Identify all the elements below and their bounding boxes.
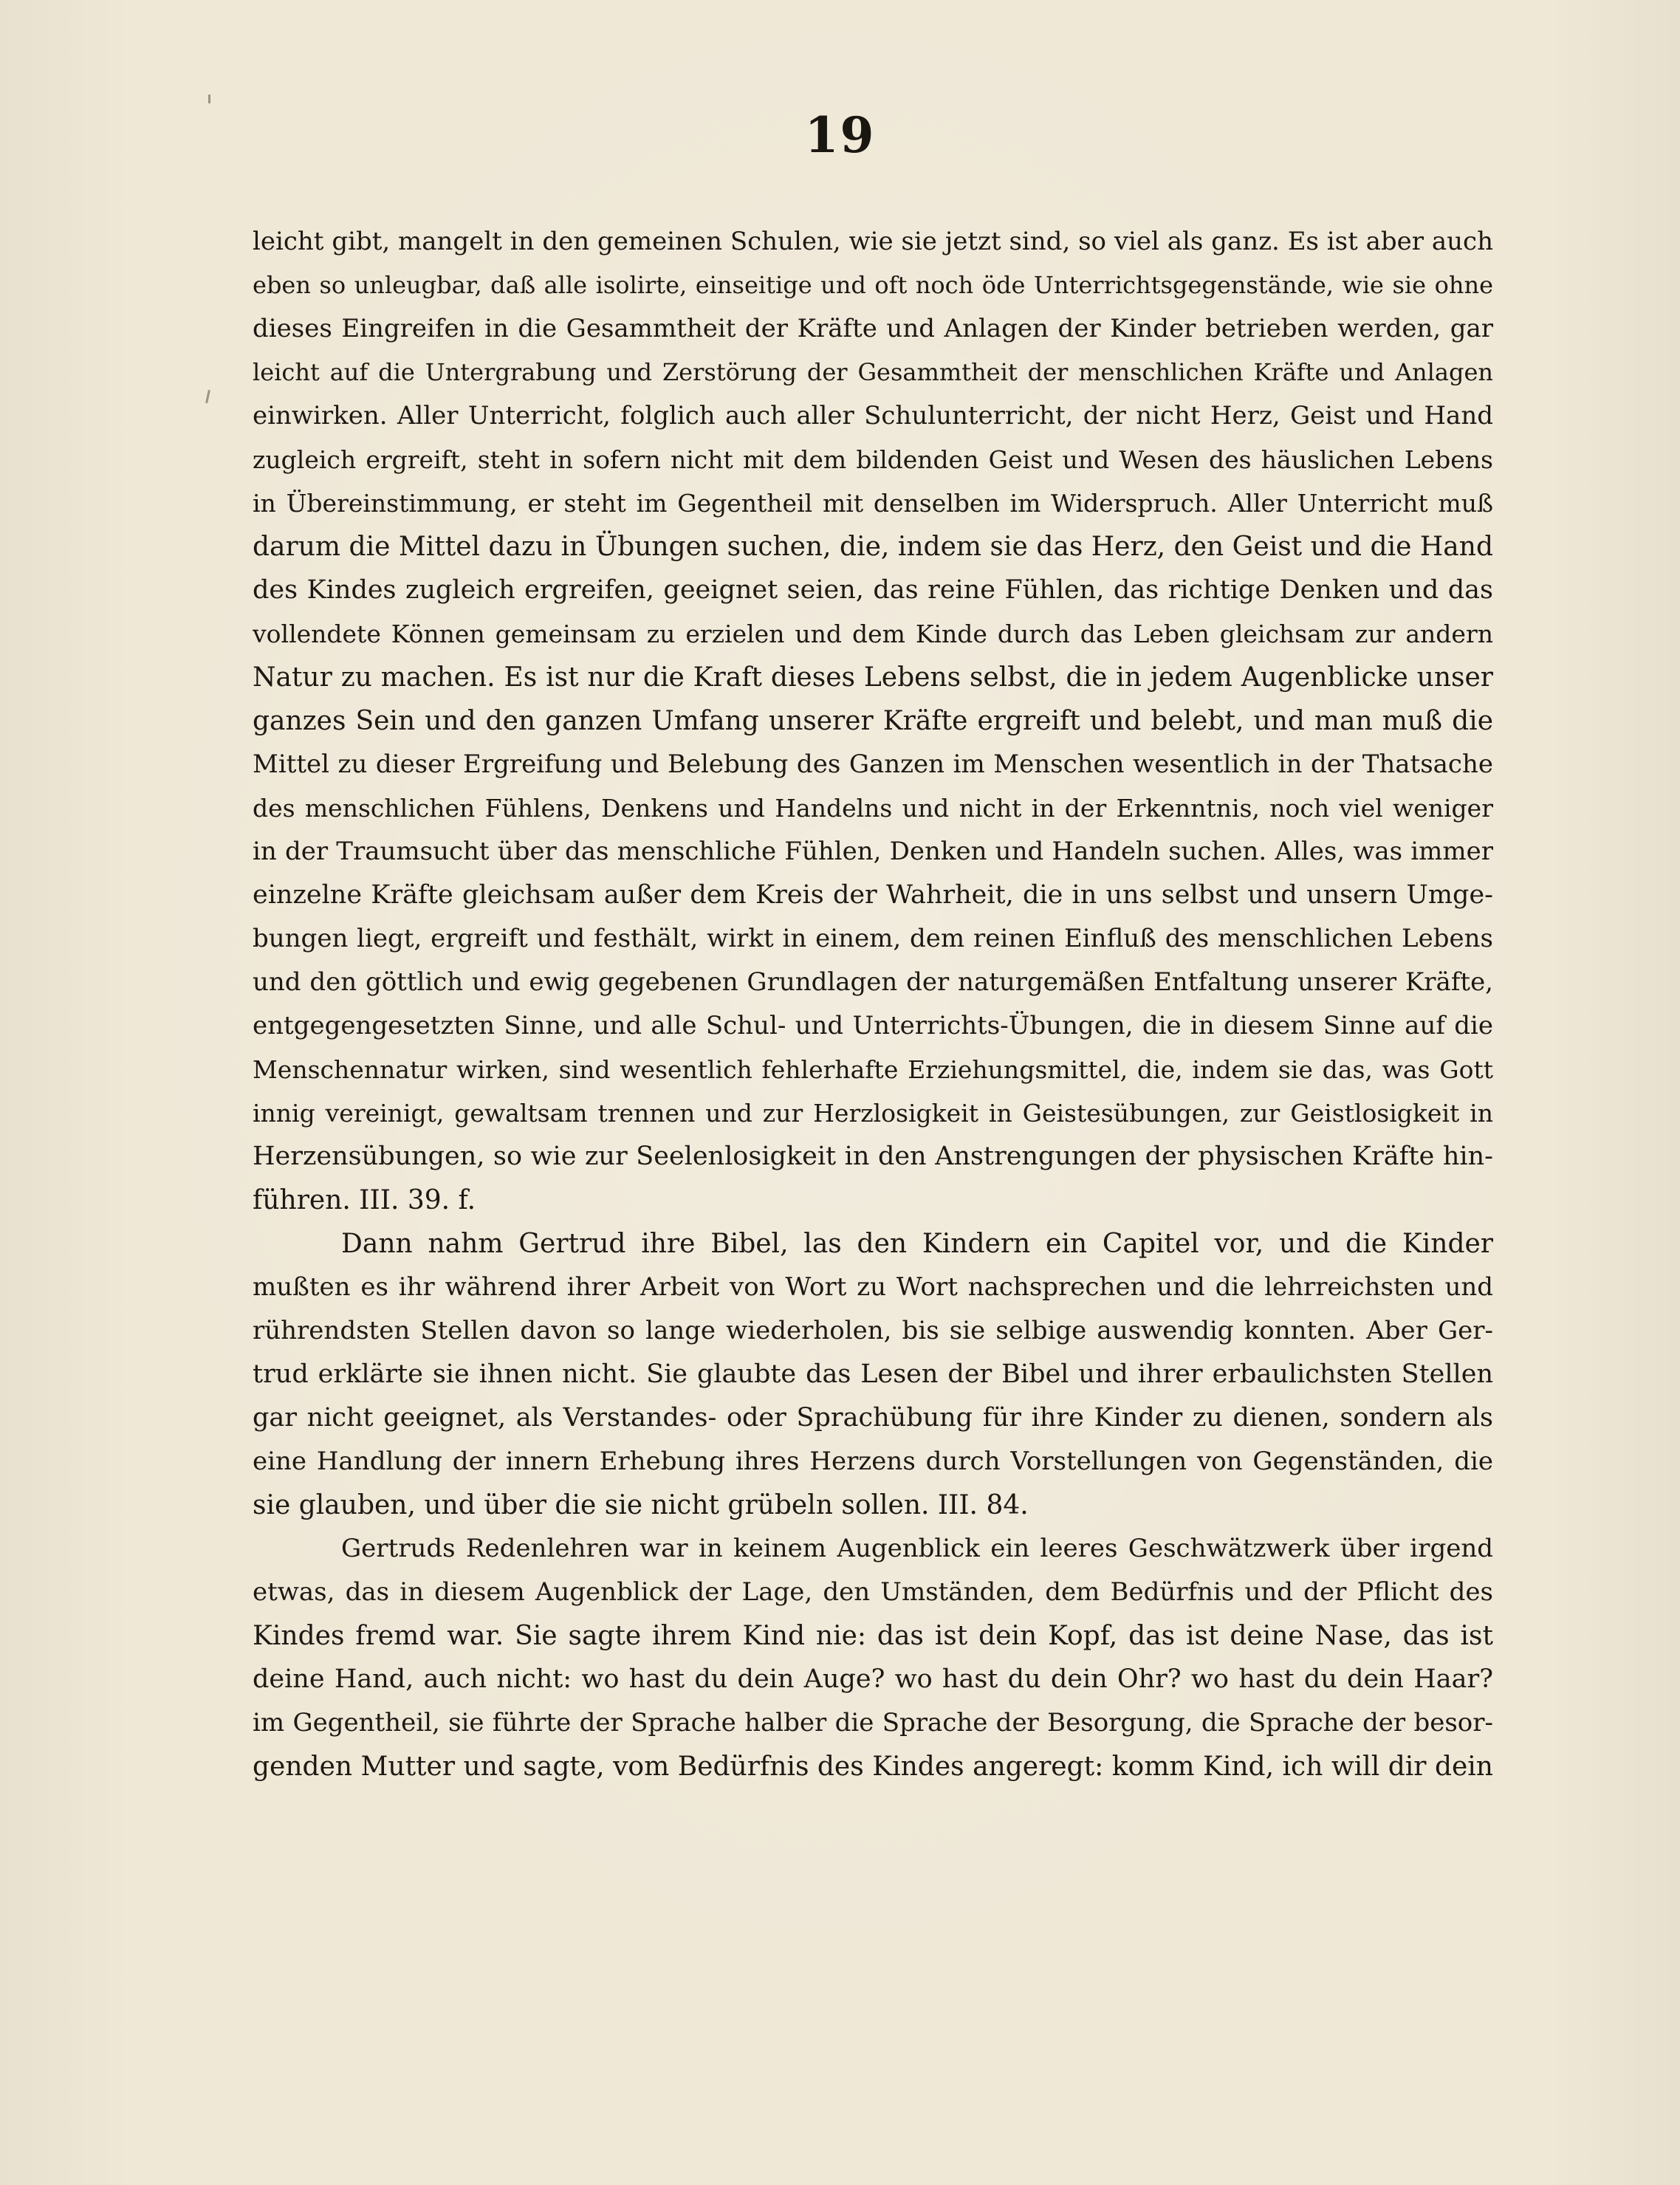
text-line: Kindes fremd war. Sie sagte ihrem Kind nie: das ist dein Kopf, das ist deine Nase, das ist xyxy=(253,1621,1493,1651)
text-line: Dann nahm Gertrud ihre Bibel, las den Kindern ein Capitel vor, und die Kinder xyxy=(341,1229,1493,1259)
text-line: gar nicht geeignet, als Verstandes- oder Sprachübung für ihre Kinder zu dienen, sondern als xyxy=(253,1403,1493,1433)
paragraph-2 xyxy=(253,1222,1493,1527)
text-line: bungen liegt, ergreift und festhält, wirkt in einem, dem reinen Einfluß des menschlichen Lebens xyxy=(253,924,1493,953)
text-line: Mittel zu dieser Ergreifung und Belebung des Ganzen im Menschen wesentlich in der Thatsache xyxy=(253,750,1493,779)
body-text xyxy=(253,220,1493,1788)
text-line: zugleich ergreift, steht in sofern nicht mit dem bildenden Geist und Wesen des häuslichen Lebens xyxy=(253,445,1493,474)
paragraph-3 xyxy=(253,1527,1493,1788)
text-line: darum die Mittel dazu in Übungen suchen, die, indem sie das Herz, den Geist und die Hand xyxy=(253,532,1493,562)
text-line: leicht gibt, mangelt in den gemeinen Schulen, wie sie jetzt sind, so viel als ganz. Es ist aber auch xyxy=(253,227,1493,256)
text-line: ganzes Sein und den ganzen Umfang unserer Kräfte ergreift und belebt, und man muß die xyxy=(253,706,1493,736)
text-line: dieses Eingreifen in die Gesammtheit der Kräfte und Anlagen der Kinder betrieben werden, gar xyxy=(253,314,1493,343)
text-line: eine Handlung der innern Erhebung ihres Herzens durch Vorstellungen von Gegenständen, die xyxy=(253,1447,1493,1476)
text-line: Menschennatur wirken, sind wesentlich fehlerhafte Erziehungsmittel, die, indem sie das, was Gott xyxy=(253,1055,1493,1084)
text-line: führen. III. 39. f. xyxy=(253,1185,476,1215)
text-line: Herzensübungen, so wie zur Seelenlosigkeit in den Anstrengungen der physischen Kräfte hin- xyxy=(253,1142,1493,1171)
text-line: sie glauben, und über die sie nicht grübeln sollen. III. 84. xyxy=(253,1490,1029,1520)
text-line: Gertruds Redenlehren war in keinem Augenblick ein leeres Geschwätzwerk über irgend xyxy=(341,1534,1493,1563)
text-line: trud erklärte sie ihnen nicht. Sie glaubte das Lesen der Bibel und ihrer erbaulichsten Stellen xyxy=(253,1359,1493,1389)
text-line: des menschlichen Fühlens, Denkens und Handelns und nicht in der Erkenntnis, noch viel weniger xyxy=(253,794,1493,823)
text-line: mußten es ihr während ihrer Arbeit von Wort zu Wort nachsprechen und die lehrreichsten und xyxy=(253,1272,1493,1302)
text-line: entgegengesetzten Sinne, und alle Schul- und Unterrichts-Übungen, die in diesem Sinne auf die xyxy=(253,1011,1493,1040)
text-line: etwas, das in diesem Augenblick der Lage, den Umständen, dem Bedürfnis und der Pflicht des xyxy=(253,1577,1493,1607)
text-line: leicht auf die Untergrabung und Zerstörung der Gesammtheit der menschlichen Kräfte und Anlagen xyxy=(253,358,1493,386)
text-line: in Übereinstimmung, er steht im Gegentheil mit denselben im Widerspruch. Aller Unterricht muß xyxy=(253,489,1493,518)
text-line: Natur zu machen. Es ist nur die Kraft dieses Lebens selbst, die in jedem Augenblicke unser xyxy=(253,662,1493,693)
text-line: genden Mutter und sagte, vom Bedürfnis des Kindes angeregt: komm Kind, ich will dir dein xyxy=(253,1752,1493,1782)
text-line: eben so unleugbar, daß alle isolirte, einseitige und oft noch öde Unterrichtsgegenstände, wie sie ohne xyxy=(253,271,1493,299)
text-line: innig vereinigt, gewaltsam trennen und zur Herzlosigkeit in Geistesübungen, zur Geistlosigkeit in xyxy=(253,1099,1493,1128)
text-line: deine Hand, auch nicht: wo hast du dein Auge? wo hast du dein Ohr? wo hast du dein Haar? xyxy=(253,1664,1493,1694)
text-line: einwirken. Aller Unterricht, folglich auch aller Schulunterricht, der nicht Herz, Geist und Hand xyxy=(253,401,1493,431)
text-line: in der Traumsucht über das menschliche Fühlen, Denken und Handeln suchen. Alles, was immer xyxy=(253,837,1493,866)
text-line: rührendsten Stellen davon so lange wiederholen, bis sie selbige auswendig konnten. Aber Ger- xyxy=(253,1316,1493,1345)
text-line: vollendete Können gemeinsam zu erzielen und dem Kinde durch das Leben gleichsam zur andern xyxy=(253,620,1493,648)
margin-mark xyxy=(208,95,210,103)
text-line: im Gegentheil, sie führte der Sprache halber die Sprache der Besorgung, die Sprache der besor- xyxy=(253,1708,1493,1738)
paragraph-1 xyxy=(253,220,1493,1222)
page-number: 19 xyxy=(804,106,876,164)
margin-mark xyxy=(205,390,210,403)
text-line: und den göttlich und ewig gegebenen Grundlagen der naturgemäßen Entfaltung unserer Kräfte, xyxy=(253,967,1493,997)
text-line: des Kindes zugleich ergreifen, geeignet seien, das reine Fühlen, das richtige Denken und das xyxy=(253,575,1493,605)
text-line: einzelne Kräfte gleichsam außer dem Kreis der Wahrheit, die in uns selbst und unsern Umge- xyxy=(253,880,1493,910)
